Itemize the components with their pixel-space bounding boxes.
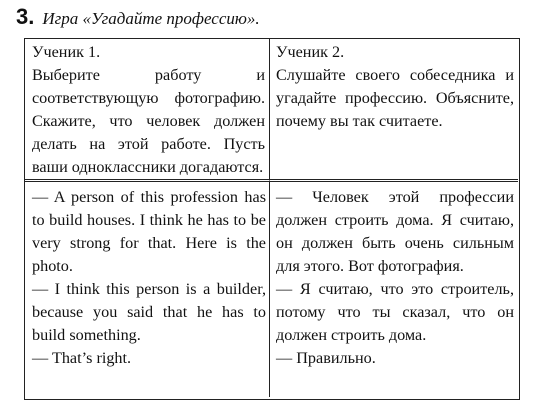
student1-instruction-cell	[25, 39, 270, 182]
student2-label: Ученик 2.	[276, 43, 345, 61]
task-title: Игра «Угадайте профессию».	[42, 9, 260, 28]
student2-instruction-cell	[270, 39, 518, 182]
dialogue-line: — Человек этой профессии должен строить дома. Я считаю, он должен быть очень сильным для этого. Вот фотография.	[276, 188, 514, 275]
dialogue-english-cell	[25, 182, 270, 397]
dialogue-line: — That’s right.	[32, 349, 132, 367]
student2-instruction: Слушайте своего собеседника и угадайте профессию. Объясните, почему вы так считаете.	[276, 66, 514, 130]
dialogue-line: — A person of this profession has to build houses. I think he has to be very strong for that. Here is the photo.	[32, 188, 266, 275]
student1-label: Ученик 1.	[32, 43, 101, 61]
dialogue-line: — Я считаю, что это строитель, потому что ты сказал, что он должен строить дома.	[276, 280, 514, 344]
dialogue-russian-cell	[270, 182, 518, 397]
dialogue-line: — I think this person is a builder, because you said that he has to build something.	[32, 280, 266, 344]
dialogue-line: — Правильно.	[276, 349, 376, 367]
exercise-table	[24, 38, 520, 400]
student1-instruction: Выберите работу и соответствующую фотографию. Скажите, что человек должен делать на этой работе. Пусть ваши одноклассники догадаются.	[32, 66, 265, 176]
task-number: 3.	[16, 4, 35, 29]
task-header	[16, 4, 260, 32]
